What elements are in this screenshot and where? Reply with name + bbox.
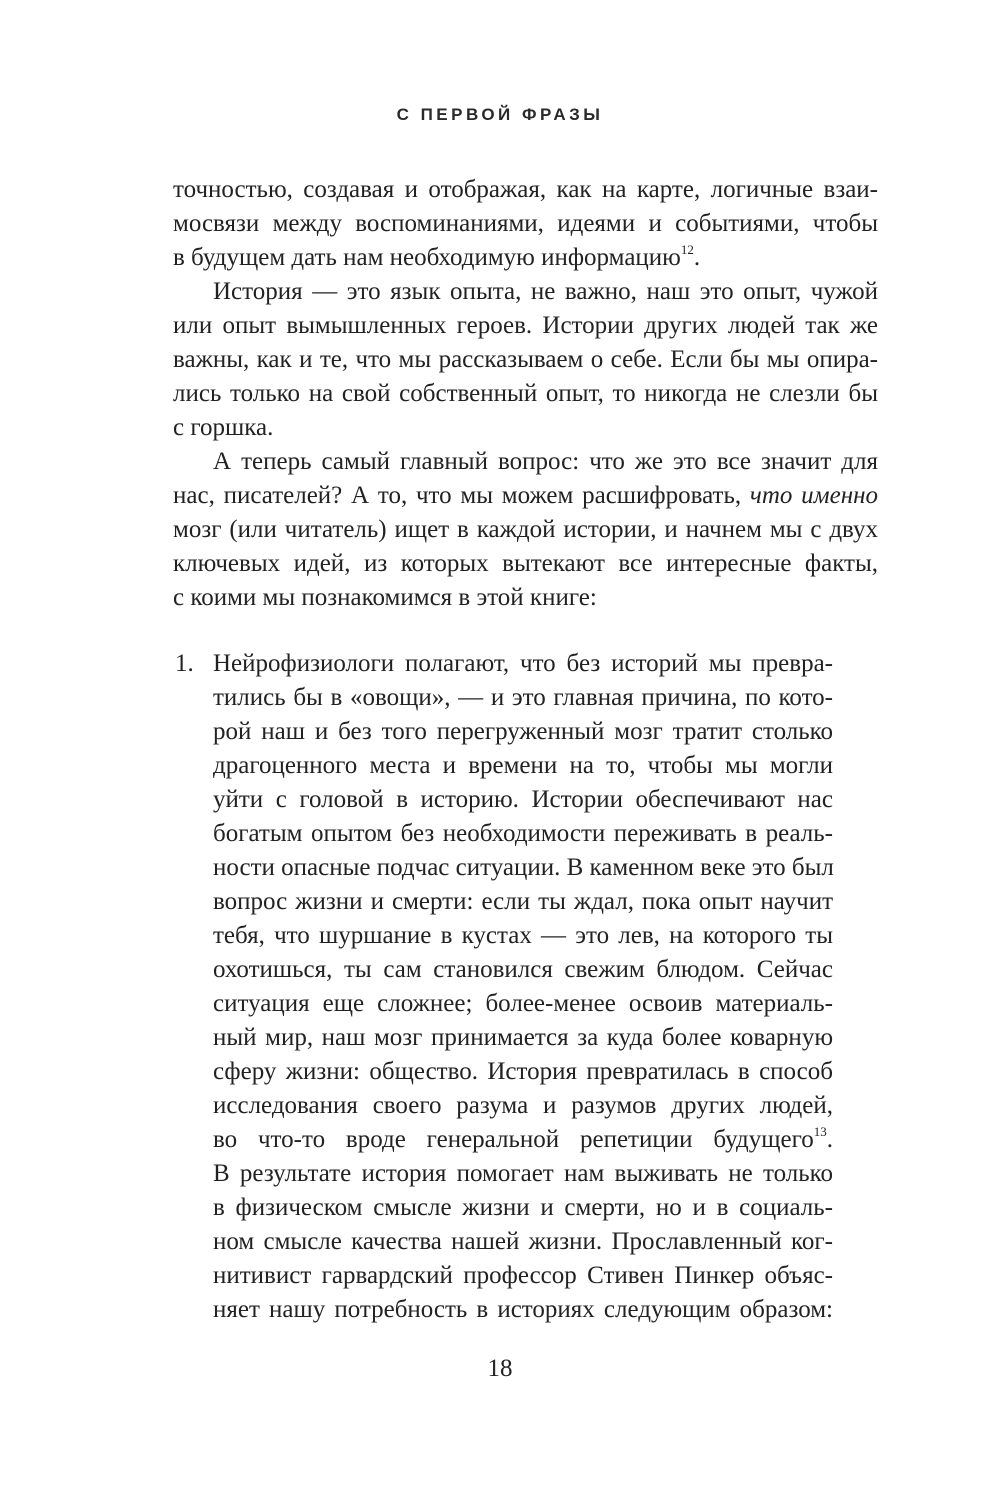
- paragraph-1-line-text: в будущем дать нам необходимую информацию: [173, 244, 681, 271]
- paragraph-2-line: или опыт вымышленных героев. Истории других людей так же: [173, 312, 878, 339]
- paragraph-1-line-end: .: [693, 244, 701, 271]
- list-item-line-end: .: [826, 1126, 833, 1153]
- paragraph-1-line: точностью, создавая и отображая, как на карте, логичные взаи-: [173, 176, 878, 203]
- list-item-line: вопрос жизни и смерти: если ты ждал, пока опыт научит: [213, 888, 833, 915]
- paragraph-3-line: мозг (или читатель) ищет в каждой истории, и начнем мы с двух: [173, 516, 878, 543]
- paragraph-3-line: ключевых идей, из которых вытекают все интересные факты,: [173, 550, 878, 577]
- list-item-line: сферу жизни: общество. История превратилась в способ: [213, 1058, 833, 1085]
- list-item-line: ном смысле качества нашей жизни. Прославленный ког-: [213, 1228, 833, 1255]
- paragraph-3-line: [173, 479, 878, 513]
- list-item-line: тились бы в «овощи», — и это главная причина, по кото-: [213, 684, 833, 711]
- list-item-line: нитивист гарвардский профессор Стивен Пинкер объяс-: [213, 1262, 833, 1289]
- list-item-line: драгоценного места и времени на то, чтобы мы могли: [213, 752, 833, 779]
- paragraph-2-line: лись только на свой собственный опыт, то никогда не слезли бы: [173, 380, 878, 407]
- list-item-line: охотишься, ты сам становился свежим блюдом. Сейчас: [213, 956, 833, 983]
- list-item-line-text: во что-то вроде генеральной репетиции будущего: [213, 1126, 814, 1153]
- paragraph-2-line: важны, как и те, что мы рассказываем о себе. Если бы мы опира-: [173, 346, 878, 373]
- list-item-line: рой наш и без того перегруженный мозг тратит столько: [213, 718, 833, 745]
- list-item-line: богатым опытом без необходимости переживать в реаль-: [213, 820, 833, 847]
- list-item-line: исследования своего разума и разумов других людей,: [213, 1092, 833, 1119]
- list-item-line: ситуация еще сложнее; более-менее освоив материаль-: [213, 990, 833, 1017]
- list-item-line: уйти с головой в историю. Истории обеспечивают нас: [213, 786, 833, 813]
- emphasis: что именно: [749, 482, 878, 509]
- list-item-line: Нейрофизиологи полагают, что без историй мы превра-: [213, 650, 833, 677]
- paragraph-3-line: А теперь самый главный вопрос: что же это все значит для: [213, 448, 878, 475]
- list-item-line: в физическом смысле жизни и смерти, но и в социаль-: [213, 1194, 833, 1221]
- list-item-line: тебя, что шуршание в кустах — это лев, на которого ты: [213, 922, 833, 949]
- list-item-line: [213, 1123, 833, 1157]
- list-item-line: ный мир, наш мозг принимается за куда более коварную: [213, 1024, 833, 1051]
- footnote-ref-12: 12: [680, 242, 694, 257]
- paragraph-3-line: с коими мы познакомимся в этой книге:: [173, 584, 597, 611]
- list-item-line: ности опасные подчас ситуации. В каменном веке это был: [213, 854, 834, 881]
- paragraph-1-line: мосвязи между воспоминаниями, идеями и событиями, чтобы: [173, 210, 878, 237]
- running-head: С ПЕРВОЙ ФРАЗЫ: [396, 105, 604, 124]
- footnote-ref-13: 13: [813, 1124, 827, 1139]
- paragraph-2-line: История — это язык опыта, не важно, наш это опыт, чужой: [213, 278, 878, 305]
- list-item-line: няет нашу потребность в историях следующим образом:: [213, 1296, 833, 1323]
- list-item-line: В результате история помогает нам выживать не только: [213, 1160, 833, 1187]
- page-number: 18: [487, 1355, 513, 1382]
- paragraph-2-line: с горшка.: [173, 414, 274, 441]
- list-item-number: 1.: [175, 650, 194, 677]
- paragraph-1-line: [173, 241, 878, 275]
- paragraph-3-line-text: нас, писателей? А то, что мы можем расшифровать,: [173, 482, 750, 509]
